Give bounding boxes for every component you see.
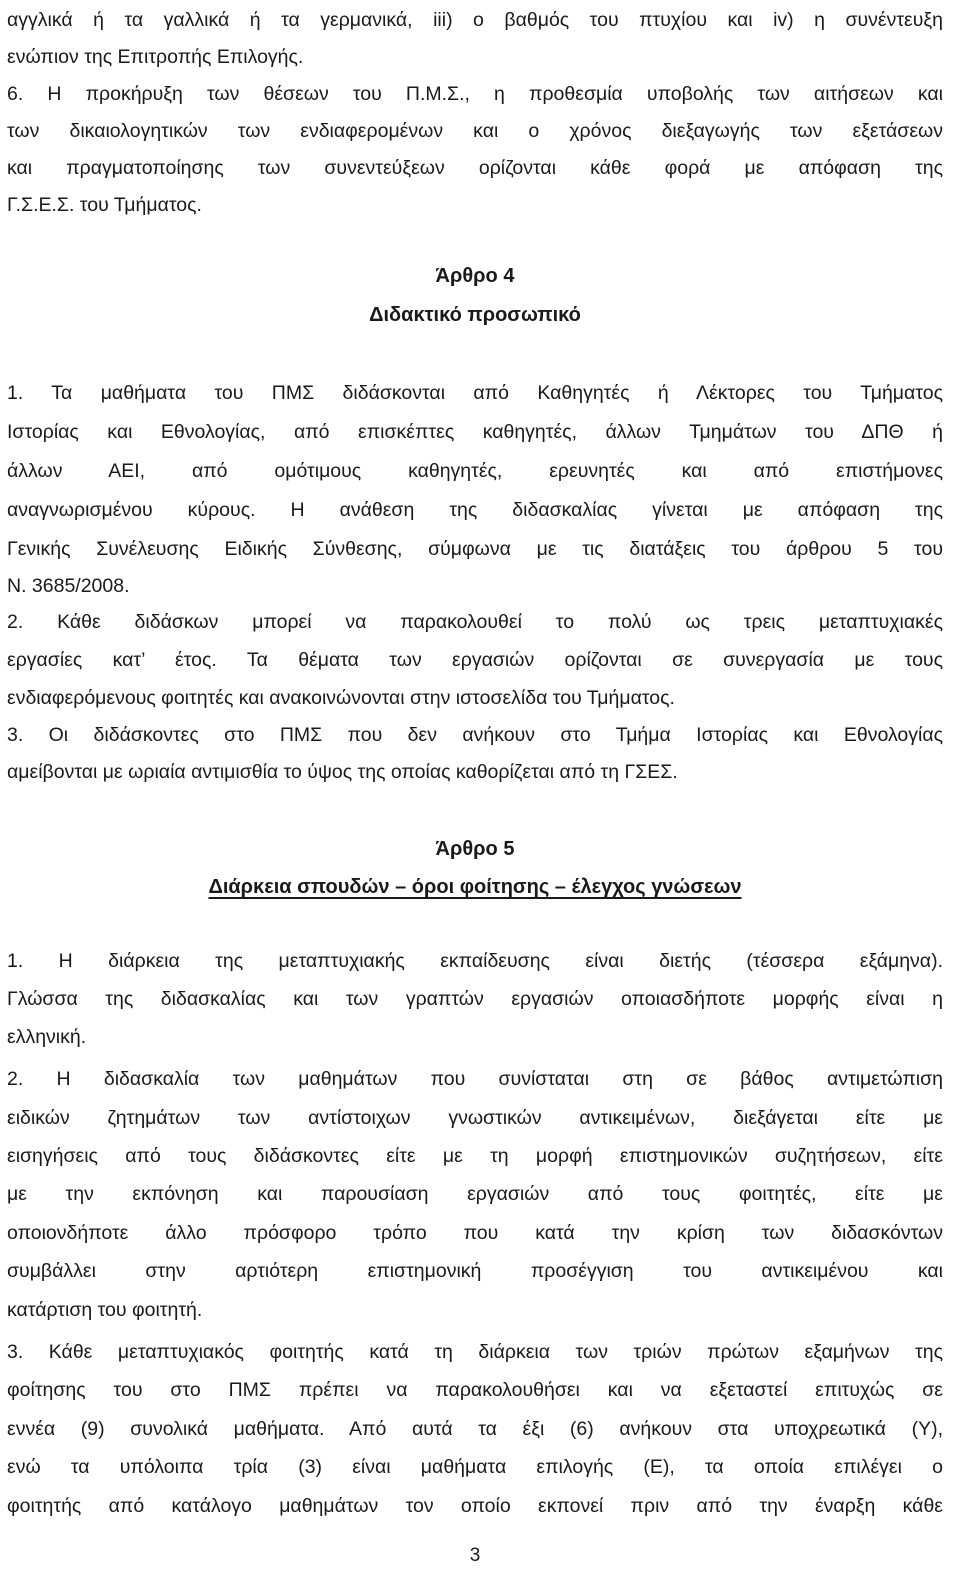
article-5-subheading xyxy=(7,869,943,906)
article-4-subheading: Διδακτικό προσωπικό xyxy=(369,304,581,326)
text-line: με την εκπόνηση και παρουσίαση εργασιών από τους φοιτητές, είτε με xyxy=(7,1183,943,1205)
text-line: Ν. 3685/2008. xyxy=(7,575,130,597)
article-5-subheading-text: Διάρκεια σπουδών – όροι φοίτησης – έλεγχος γνώσεων xyxy=(208,876,742,898)
text-line: εργασίες κατ’ έτος. Τα θέματα των εργασιών ορίζονται σε συνεργασία με τους xyxy=(7,649,943,671)
text-line: 3. Οι διδάσκοντες στο ΠΜΣ που δεν ανήκουν στο Τμήμα Ιστορίας και Εθνολογίας xyxy=(7,724,943,746)
text-line: 6. Η προκήρυξη των θέσεων του Π.Μ.Σ., η προθεσμία υποβολής των αιτήσεων και xyxy=(7,83,943,105)
text-line: 2. Η διδασκαλία των μαθημάτων που συνίσταται στη σε βάθος αντιμετώπιση xyxy=(7,1068,943,1090)
text-line: Ιστορίας και Εθνολογίας, από επισκέπτες καθηγητές, άλλων Τμημάτων του ΔΠΘ ή xyxy=(7,421,943,443)
text-line: ειδικών ζητημάτων των αντίστοιχων γνωστικών αντικειμένων, διεξάγεται είτε με xyxy=(7,1107,943,1129)
text-line: οποιονδήποτε άλλο πρόσφορο τρόπο που κατά την κρίση των διδασκόντων xyxy=(7,1222,943,1244)
document-page xyxy=(7,0,943,1590)
text-line: εννέα (9) συνολικά μαθήματα. Από αυτά τα έξι (6) ανήκουν στα υποχρεωτικά (Υ), xyxy=(7,1418,943,1440)
text-line: 1. Η διάρκεια της μεταπτυχιακής εκπαίδευσης είναι διετής (τέσσερα εξάμηνα). xyxy=(7,950,943,972)
article-4-heading: Άρθρο 4 xyxy=(435,265,515,287)
text-line: και πραγματοποίησης των συνεντεύξεων ορίζονται κάθε φορά με απόφαση της xyxy=(7,157,943,179)
text-line: Γ.Σ.Ε.Σ. του Τμήματος. xyxy=(7,194,202,216)
page-number: 3 xyxy=(469,1545,481,1566)
text-line: άλλων ΑΕΙ, από ομότιμους καθηγητές, ερευνητές και από επιστήμονες xyxy=(7,460,943,482)
text-line: των δικαιολογητικών των ενδιαφερομένων και ο χρόνος διεξαγωγής των εξετάσεων xyxy=(7,120,943,142)
text-line: φοιτητής από κατάλογο μαθημάτων τον οποίο εκπονεί πριν από την έναρξη κάθε xyxy=(7,1495,943,1517)
article-5-heading: Άρθρο 5 xyxy=(435,838,515,860)
text-line: εισηγήσεις από τους διδάσκοντες είτε με τη μορφή επιστημονικών συζητήσεων, είτε xyxy=(7,1145,943,1167)
text-line: φοίτησης του στο ΠΜΣ πρέπει να παρακολουθήσει και να εξεταστεί επιτυχώς σε xyxy=(7,1379,943,1401)
text-line: ενώπιον της Επιτροπής Επιλογής. xyxy=(7,46,304,68)
text-line: συμβάλλει στην αρτιότερη επιστημονική προσέγγιση του αντικειμένου και xyxy=(7,1260,943,1282)
text-line: ελληνική. xyxy=(7,1026,87,1048)
text-line: 3. Κάθε μεταπτυχιακός φοιτητής κατά τη διάρκεια των τριών πρώτων εξαμήνων της xyxy=(7,1341,943,1363)
text-line: ενδιαφερόμενους φοιτητές και ανακοινώνονται στην ιστοσελίδα του Τμήματος. xyxy=(7,687,675,709)
text-line: αναγνωρισμένου κύρους. Η ανάθεση της διδασκαλίας γίνεται με απόφαση της xyxy=(7,499,943,521)
text-line: Γενικής Συνέλευσης Ειδικής Σύνθεσης, σύμφωνα με τις διατάξεις του άρθρου 5 του xyxy=(7,538,943,560)
text-line: 1. Τα μαθήματα του ΠΜΣ διδάσκονται από Καθηγητές ή Λέκτορες του Τμήματος xyxy=(7,382,943,404)
text-line: αγγλικά ή τα γαλλικά ή τα γερμανικά, iii) ο βαθμός του πτυχίου και iv) η συνέντευξη xyxy=(7,9,943,31)
text-line: κατάρτιση του φοιτητή. xyxy=(7,1299,203,1321)
text-line: αμείβονται με ωριαία αντιμισθία το ύψος της οποίας καθορίζεται από τη ΓΣΕΣ. xyxy=(7,761,678,783)
text-line: ενώ τα υπόλοιπα τρία (3) είναι μαθήματα επιλογής (Ε), τα οποία επιλέγει ο xyxy=(7,1456,943,1478)
text-line: 2. Κάθε διδάσκων μπορεί να παρακολουθεί το πολύ ως τρεις μεταπτυχιακές xyxy=(7,611,943,633)
text-line: Γλώσσα της διδασκαλίας και των γραπτών εργασιών οποιασδήποτε μορφής είναι η xyxy=(7,988,943,1010)
